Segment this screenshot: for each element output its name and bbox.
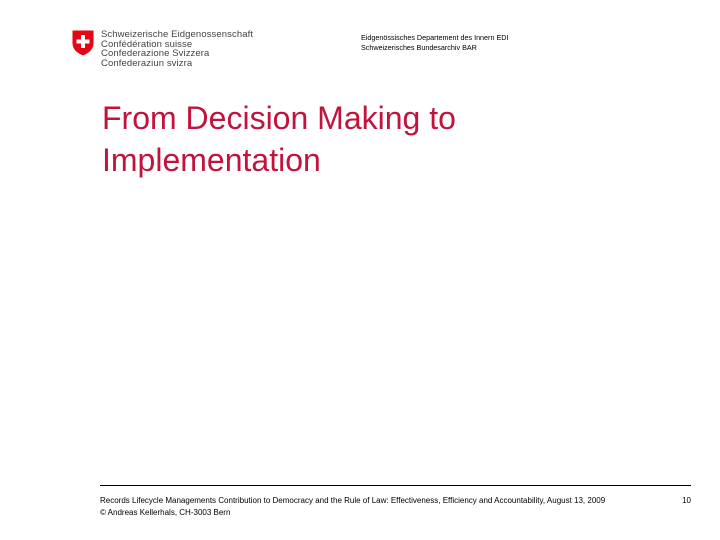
confederation-name-rm: Confederaziun svizra	[101, 57, 193, 69]
slide-title-line2: Implementation	[102, 142, 321, 178]
footer-divider	[100, 485, 691, 486]
page-number: 10	[682, 496, 691, 505]
confederation-names	[101, 30, 253, 68]
slide-title-line1: From Decision Making to	[102, 100, 456, 136]
confederation-name-fr: Confédération suisse	[101, 38, 193, 50]
footer	[100, 495, 605, 519]
department-name: Eidgenössisches Departement des Innern EDI	[361, 33, 509, 42]
confederation-name-it: Confederazione Svizzera	[101, 48, 210, 60]
slide-title	[102, 97, 662, 181]
footer-citation: Records Lifecycle Managements Contribution to Democracy and the Rule of Law: Effectiveness, Efficiency and Accountability, August 13, 2009	[100, 496, 606, 505]
archive-name: Schweizerisches Bundesarchiv BAR	[361, 42, 477, 52]
footer-copyright: © Andreas Kellerhals, CH-3003 Bern	[100, 508, 231, 517]
confederation-name-de: Schweizerische Eidgenossenschaft	[101, 29, 254, 40]
department-info	[361, 33, 508, 52]
swiss-coat-of-arms-icon	[71, 29, 95, 57]
